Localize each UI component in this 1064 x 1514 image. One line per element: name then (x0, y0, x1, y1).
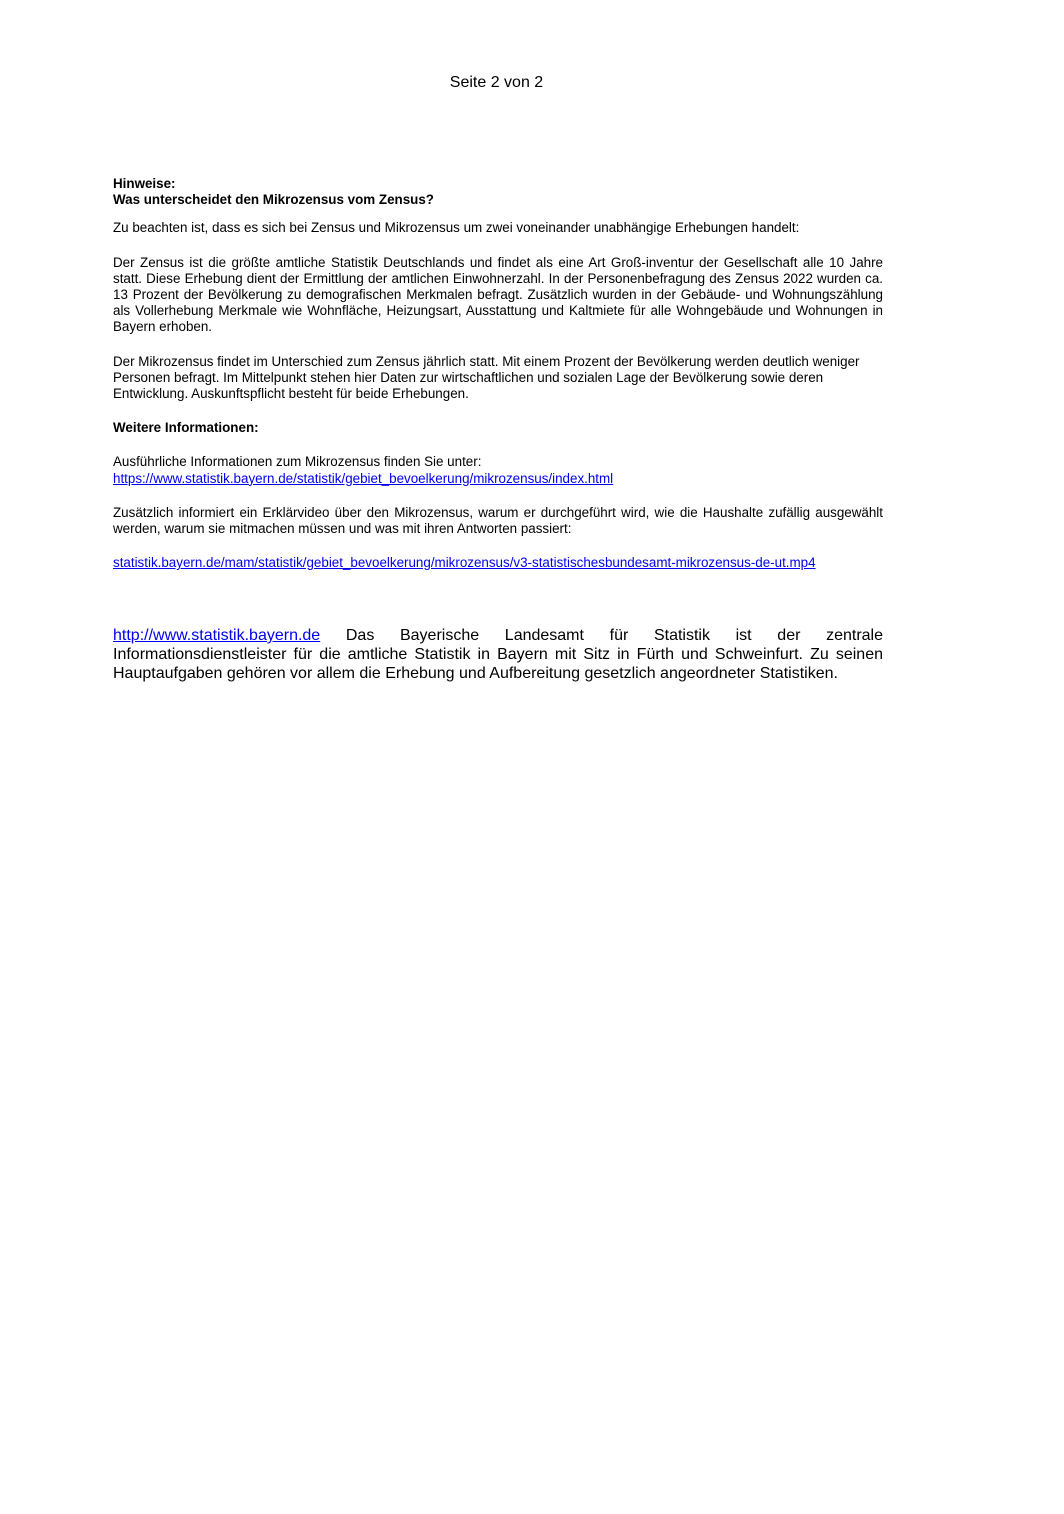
info-text: Ausführliche Informationen zum Mikrozensus finden Sie unter: (113, 454, 482, 470)
notes-heading: Hinweise: (113, 176, 176, 191)
mikrozensus-info-link[interactable]: https://www.statistik.bayern.de/statistik/gebiet_bevoelkerung/mikrozensus/index.html (113, 470, 614, 486)
footer-website-link[interactable]: http://www.statistik.bayern.de (113, 627, 321, 644)
footer-description: Das Bayerische Landesamt für Statistik ist der zentrale Informationsdienstleister für die amtliche Statistik in Bayern mit Sitz in Fürth und Schweinfurt. Zu seinen Hauptaufgaben gehören vor allem die Erhebung und Aufbereitung gesetzlich angeordneter Statistiken. (113, 627, 883, 682)
document-body (113, 176, 883, 571)
zensus-paragraph: Der Zensus ist die größte amtliche Statistik Deutschlands und findet als eine Art Groß-inventur der Gesellschaft alle 10 Jahre statt. Diese Erhebung dient der Ermittlung der amtlichen Einwohnerzahl. In der Personenbefragung des Zensus 2022 wurden ca. 13 Prozent der Bevölkerung zu demografischen Merkmalen befragt. Zusätzlich wurden in der Gebäude- und Wohnungszählung als Vollerhebung Merkmale wie Wohnfläche, Heizungsart, Ausstattung und Kaltmiete für alle Wohngebäude und Wohnungen in Bayern erhoben. (113, 254, 883, 335)
mikrozensus-paragraph: Der Mikrozensus findet im Unterschied zum Zensus jährlich statt. Mit einem Prozent der Bevölkerung werden deutlich weniger Personen befragt. Im Mittelpunkt stehen hier Daten zur wirtschaftlichen und sozialen Lage der Bevölkerung sowie deren Entwicklung. Auskunftspflicht besteht für beide Erhebungen. (113, 353, 860, 402)
footer-about (113, 626, 883, 683)
further-info-heading: Weitere Informationen: (113, 420, 259, 436)
notes-question: Was unterscheidet den Mikrozensus vom Zensus? (113, 192, 434, 208)
video-link[interactable]: statistik.bayern.de/mam/statistik/gebiet_bevoelkerung/mikrozensus/v3-statistischesbundesamt-mikrozensus-de-ut.mp4 (113, 555, 816, 571)
page-indicator: Seite 2 von 2 (449, 74, 544, 91)
notes-intro: Zu beachten ist, dass es sich bei Zensus und Mikrozensus um zwei voneinander unabhängige Erhebungen handelt: (113, 220, 800, 236)
video-text: Zusätzlich informiert ein Erklärvideo über den Mikrozensus, warum er durchgeführt wird, wie die Haushalte zufällig ausgewählt werden, warum sie mitmachen müssen und was mit ihren Antworten passiert: (113, 504, 883, 537)
